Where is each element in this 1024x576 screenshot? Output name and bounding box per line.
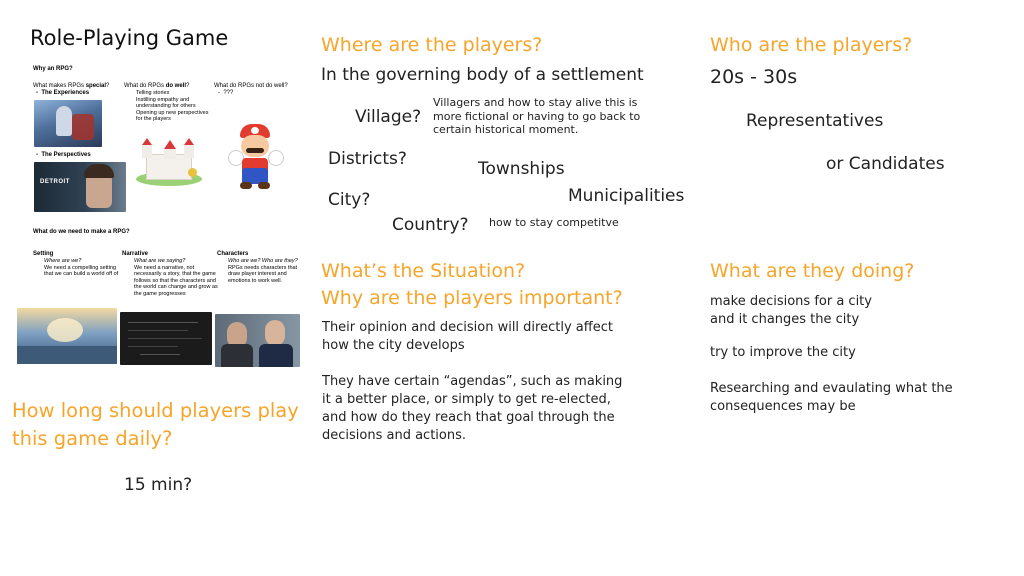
where-heading: Where are the players? xyxy=(321,34,543,56)
perspective-image xyxy=(34,162,126,212)
list-item: Opening up new perspectives for the players xyxy=(136,109,209,122)
list-item: Telling stories xyxy=(136,90,170,96)
who-heading: Who are the players? xyxy=(710,34,913,56)
who-age: 20s - 30s xyxy=(710,66,798,88)
list-item: Where are we? xyxy=(44,258,82,264)
situation-heading: What’s the Situation? xyxy=(321,260,526,282)
slide-col3-title: What do RPGs not do well? xyxy=(214,83,288,89)
village-label: Village? xyxy=(355,107,422,127)
slide-section2-heading: What do we need to make a RPG? xyxy=(33,229,130,235)
who-representatives: Representatives xyxy=(746,111,884,131)
list-item: We need a compelling setting that we can build a world off of xyxy=(44,264,119,277)
embedded-slide xyxy=(30,62,302,374)
municipalities-label: Municipalities xyxy=(568,186,685,206)
castle-illustration xyxy=(134,138,204,188)
doing-item2: try to improve the city xyxy=(710,345,856,360)
situation-para2: They have certain “agendas”, such as making it a better place, or simply to get re-elected, and how do they reach that goal through the decisions and actions. xyxy=(322,374,623,443)
slide-col2-title xyxy=(124,83,189,90)
narrative-image xyxy=(120,312,212,365)
slide-col1-item2: - The Perspectives xyxy=(36,152,91,158)
setting-list xyxy=(36,258,126,278)
list-item: Who are we? Who are they? xyxy=(228,258,298,264)
col1-title-post: ? xyxy=(106,83,110,89)
list-item: What are we saying? xyxy=(134,258,186,264)
who-candidates: or Candidates xyxy=(826,154,945,174)
page-title: Role-Playing Game xyxy=(30,26,229,50)
experience-image xyxy=(34,100,102,147)
slide-col1-item1: - The Experiences xyxy=(36,90,90,96)
villagers-note: Villagers and how to stay alive this is more fictional or having to go back to certain historical moment. xyxy=(433,96,641,136)
characters-list xyxy=(220,258,310,284)
slide-col1-title xyxy=(33,83,109,90)
where-line1: In the governing body of a settlement xyxy=(321,65,644,85)
slide-col2-list xyxy=(128,90,214,123)
slide-heading: Why an RPG? xyxy=(33,66,73,72)
characters-title: Characters xyxy=(217,251,249,257)
situation-para1: Their opinion and decision will directly affect how the city develops xyxy=(322,320,613,353)
country-label: Country? xyxy=(392,215,469,235)
col1-item1-text: The Experiences xyxy=(41,90,90,96)
col3-item-text: ??? xyxy=(223,90,234,96)
narrative-list xyxy=(126,258,222,297)
doing-heading: What are they doing? xyxy=(710,260,915,282)
setting-image xyxy=(17,308,117,364)
col2-title-em: do well xyxy=(165,83,187,89)
list-item: Instilling empathy and understanding for others xyxy=(136,96,196,109)
howlong-heading: How long should players play this game daily? xyxy=(12,399,299,450)
col2-title-pre: What do RPGs xyxy=(124,83,166,89)
townships-label: Townships xyxy=(478,159,565,179)
list-item: We need a narrative, not necessarily a story, that the game follows so that the characters and the world can change and grow as the game progresses xyxy=(134,264,218,297)
mario-illustration xyxy=(224,122,286,192)
slide-col3-item: - ??? xyxy=(218,90,234,96)
col1-title-pre: What makes RPGs xyxy=(33,83,86,89)
importance-heading: Why are the players important? xyxy=(321,287,623,309)
col1-title-em: special xyxy=(85,83,107,89)
list-item: RPGs needs characters that draw player interest and emotions to work well. xyxy=(228,264,298,284)
doing-item3: Researching and evaulating what the consequences may be xyxy=(710,381,953,414)
characters-image xyxy=(215,314,300,367)
howlong-answer: 15 min? xyxy=(124,475,193,495)
col2-title-post: ? xyxy=(186,83,190,89)
narrative-title: Narrative xyxy=(122,251,149,257)
city-label: City? xyxy=(328,190,371,210)
competitive-note: how to stay competitve xyxy=(489,216,619,229)
col1-item2-text: The Perspectives xyxy=(41,152,91,158)
detroit-logo-text: DETROIT xyxy=(40,179,70,185)
districts-label: Districts? xyxy=(328,149,407,169)
setting-title: Setting xyxy=(33,251,54,257)
doing-item1: make decisions for a city and it changes the city xyxy=(710,294,872,327)
